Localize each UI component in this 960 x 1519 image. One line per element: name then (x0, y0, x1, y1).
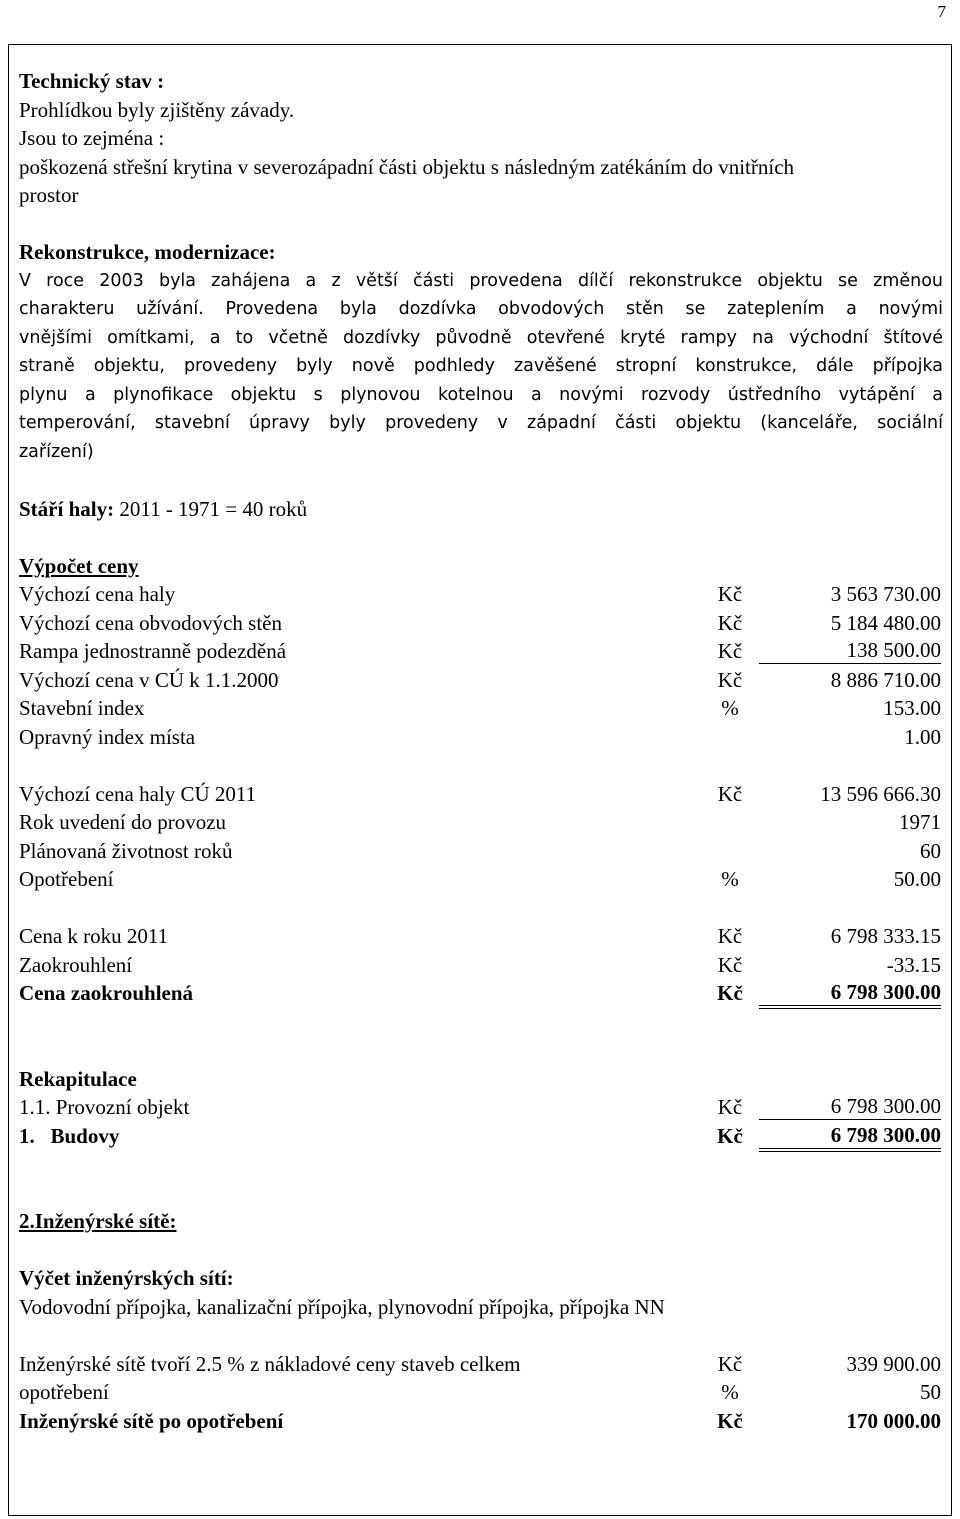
row-amount: 6 798 300.00 (759, 1093, 941, 1120)
row-label: 1.1. Provozní objekt (19, 1095, 190, 1119)
calc-row (19, 922, 943, 951)
row-currency: Kč (717, 924, 743, 948)
row-currency: % (721, 867, 739, 891)
row-amount: 6 798 333.15 (830, 924, 941, 948)
calc-row (19, 780, 943, 809)
row-amount: 339 900.00 (846, 1351, 941, 1376)
age-label: Stáří haly: (19, 496, 115, 521)
row-label: Výchozí cena v CÚ k 1.1.2000 (19, 667, 279, 692)
calc-row (19, 951, 943, 980)
row-label: Rampa jednostranně podezděná (19, 639, 287, 663)
row-label: Plánovaná životnost roků (19, 838, 233, 863)
row-currency: Kč (717, 639, 743, 663)
technical-line-3: poškozená střešní krytina v severozápadní části objektu s následným zatékáním do vnitřních (19, 154, 795, 179)
technical-line-4: prostor (19, 183, 79, 207)
row-label: Cena k roku 2011 (19, 924, 169, 948)
row-amount: 170 000.00 (846, 1408, 941, 1433)
row-currency: Kč (717, 582, 743, 606)
row-label: Opravný index místa (19, 724, 196, 749)
calc-heading: Výpočet ceny (19, 553, 139, 578)
calc-row (19, 808, 943, 837)
reconstruction-line: charakteru užívání. Provedena byla dozdívka obvodových stěn se zateplením a novými (19, 299, 943, 319)
row-amount: 50.00 (893, 867, 941, 891)
row-label: Stavební index (19, 696, 145, 720)
recap-row (19, 1093, 943, 1122)
reconstruction-line: straně objektu, provedeny byly nově podhledy zavěšené stropní konstrukce, dále přípojka (19, 356, 943, 376)
row-label: Rok uvedení do provozu (19, 810, 227, 834)
row-currency: Kč (717, 981, 743, 1005)
reconstruction-line: temperování, stavební úpravy byly provedeny v západní části objektu (kanceláře, sociální (19, 413, 943, 433)
networks-row (19, 1378, 943, 1407)
row-amount: 5 184 480.00 (830, 610, 941, 635)
recap-total-row (19, 1122, 943, 1151)
reconstruction-line: vnějšími omítkami, a to včetně dozdívky původně otevřené kryté rampy na východní štítové (19, 327, 943, 348)
page-number: 7 (937, 2, 946, 21)
row-currency: Kč (717, 781, 743, 806)
technical-line-1: Prohlídkou byly zjištěny závady. (19, 97, 295, 122)
row-currency: Kč (717, 952, 743, 977)
row-amount: 13 596 666.30 (820, 781, 941, 806)
row-amount: 153.00 (883, 696, 941, 720)
calc-row (19, 580, 943, 609)
row-currency: % (721, 696, 739, 720)
row-label: Výchozí cena haly (19, 582, 176, 606)
row-amount: 1971 (899, 810, 941, 834)
calc-row (19, 694, 943, 723)
age-line (19, 495, 943, 524)
row-label: Výchozí cena haly CÚ 2011 (19, 781, 257, 806)
technical-heading: Technický stav : (19, 69, 165, 93)
row-currency: Kč (717, 610, 743, 635)
recap-heading: Rekapitulace (19, 1066, 137, 1091)
age-value: 2011 - 1971 = 40 roků (119, 496, 308, 521)
row-label: opotřebení (19, 1380, 109, 1404)
networks-row (19, 1350, 943, 1379)
row-currency: Kč (717, 1095, 743, 1119)
calc-row (19, 723, 943, 752)
row-currency: Kč (717, 1123, 743, 1148)
calc-row (19, 609, 943, 638)
reconstruction-heading: Rekonstrukce, modernizace: (19, 240, 276, 264)
row-amount: 50 (920, 1380, 941, 1404)
calc-row (19, 837, 943, 866)
calc-row (19, 666, 943, 695)
document-frame (8, 44, 952, 1516)
row-currency: Kč (717, 1408, 743, 1433)
reconstruction-line: zařízení) (19, 441, 94, 462)
networks-total-row (19, 1407, 943, 1436)
row-amount: 3 563 730.00 (830, 582, 941, 606)
calc-row (19, 865, 943, 894)
row-label: Cena zaokrouhlená (19, 981, 194, 1005)
row-amount: 60 (920, 838, 941, 863)
row-amount: 6 798 300.00 (759, 979, 941, 1009)
row-label: 1. Budovy (19, 1123, 120, 1148)
networks-list: Vodovodní přípojka, kanalizační přípojka, plynovodní přípojka, přípojka NN (19, 1294, 665, 1319)
technical-line-2: Jsou to zejména : (19, 126, 165, 150)
row-amount: -33.15 (886, 952, 941, 977)
row-amount: 1.00 (904, 724, 941, 749)
row-label: Opotřebení (19, 867, 114, 891)
reconstruction-line: V roce 2003 byla zahájena a z větší části provedena dílčí rekonstrukce objektu se změnou (19, 270, 943, 291)
row-label: Zaokrouhlení (19, 952, 133, 977)
calc-row (19, 637, 943, 666)
row-label: Inženýrské sítě tvoří 2.5 % z nákladové ceny staveb celkem (19, 1351, 521, 1376)
row-currency: Kč (717, 667, 743, 692)
networks-list-heading: Výčet inženýrských sítí: (19, 1266, 234, 1290)
row-amount: 8 886 710.00 (830, 667, 941, 692)
row-label: Výchozí cena obvodových stěn (19, 610, 283, 635)
row-amount: 6 798 300.00 (759, 1122, 941, 1152)
reconstruction-line: plynu a plynofikace objektu s plynovou kotelnou a novými rozvody ústředního vytápění a (19, 384, 943, 405)
networks-heading: 2.Inženýrské sítě: (19, 1209, 177, 1233)
row-label: Inženýrské sítě po opotřebení (19, 1408, 284, 1433)
document-content (19, 67, 943, 1435)
calc-total-row (19, 979, 943, 1008)
row-amount: 138 500.00 (759, 637, 941, 664)
row-currency: Kč (717, 1351, 743, 1376)
row-currency: % (721, 1380, 739, 1404)
